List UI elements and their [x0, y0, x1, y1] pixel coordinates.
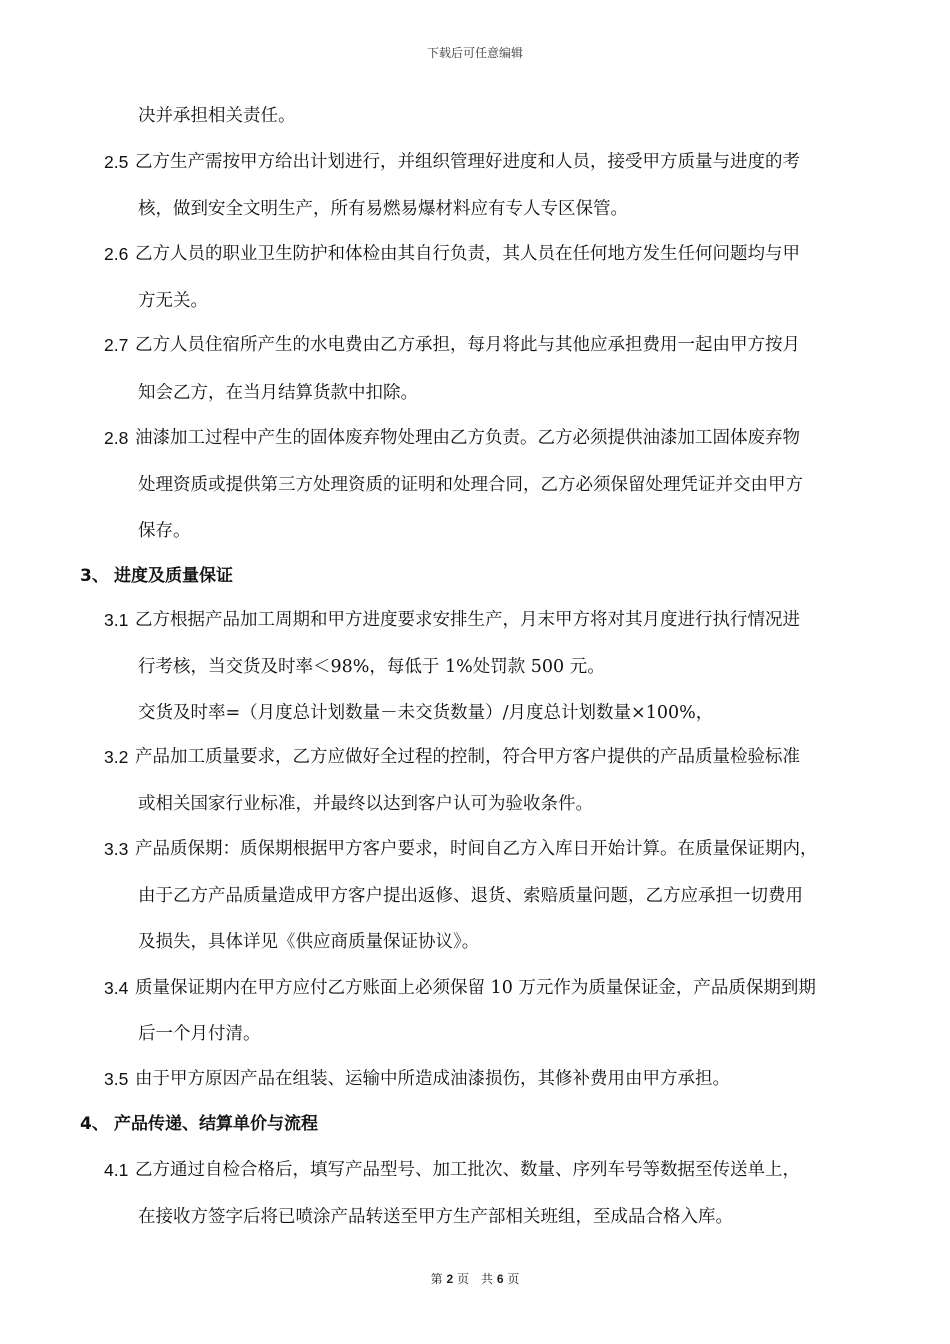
- clause-text: 质量保证期内在甲方应付乙方账面上必须保留 10 万元作为质量保证金，产品质保期到期: [135, 978, 816, 998]
- clause-number: 3.5: [104, 1069, 129, 1089]
- clause-number: 3.4: [104, 978, 129, 998]
- page-label-prefix: 第: [430, 1272, 443, 1286]
- clause-number: 2.5: [104, 152, 129, 172]
- clause-number: 4.1: [104, 1160, 129, 1180]
- clause-text: 由于甲方原因产品在组装、运输中所造成油漆损伤，其修补费用由甲方承担。: [135, 1069, 730, 1089]
- clause-text: 或相关国家行业标准，并最终以达到客户认可为验收条件。: [138, 794, 593, 814]
- clause-number: 2.6: [104, 244, 129, 264]
- page-label-middle: 页 共: [456, 1272, 493, 1286]
- clause-text: 行考核，当交货及时率＜98%，每低于 1%处罚款 500 元。: [138, 657, 605, 677]
- section-number: 3、: [80, 566, 109, 586]
- clause-text: 后一个月付清。: [138, 1024, 261, 1044]
- section-heading: 产品传递、结算单价与流程: [114, 1114, 318, 1134]
- clause-text: 乙方通过自检合格后，填写产品型号、加工批次、数量、序列车号等数据至传送单上，: [135, 1160, 800, 1180]
- clause-text: 方无关。: [138, 291, 208, 311]
- page-header: 下载后可任意编辑: [426, 46, 523, 60]
- clause-text: 产品质保期：质保期根据甲方客户要求，时间自乙方入库日开始计算。在质量保证期内，: [135, 839, 818, 859]
- page-footer: [0, 1270, 950, 1287]
- clause-text: 乙方生产需按甲方给出计划进行，并组织管理好进度和人员，接受甲方质量与进度的考: [135, 152, 800, 172]
- clause-text: 保存。: [138, 521, 191, 541]
- continued-text: 决并承担相关责任。: [138, 106, 296, 126]
- clause-text: 知会乙方，在当月结算货款中扣除。: [138, 383, 418, 403]
- clause-text: 油漆加工过程中产生的固体废弃物处理由乙方负责。乙方必须提供油漆加工固体废弃物: [135, 428, 800, 448]
- clause-text: 在接收方签字后将已喷涂产品转送至甲方生产部相关班组，至成品合格入库。: [138, 1207, 733, 1227]
- formula-text: 交货及时率=（月度总计划数量－未交货数量）/月度总计划数量×100%，: [138, 703, 714, 723]
- clause-number: 3.2: [104, 747, 129, 767]
- section-number: 4、: [80, 1114, 109, 1134]
- clause-text: 乙方根据产品加工周期和甲方进度要求安排生产，月末甲方将对其月度进行执行情况进: [135, 610, 800, 630]
- clause-number: 3.1: [104, 610, 129, 630]
- clause-text: 乙方人员的职业卫生防护和体检由其自行负责，其人员在任何地方发生任何问题均与甲: [135, 244, 800, 264]
- clause-text: 乙方人员住宿所产生的水电费由乙方承担，每月将此与其他应承担费用一起由甲方按月: [135, 335, 800, 355]
- clause-number: 2.8: [104, 428, 129, 448]
- section-heading: 进度及质量保证: [114, 566, 233, 586]
- clause-text: 产品加工质量要求，乙方应做好全过程的控制，符合甲方客户提供的产品质量检验标准: [135, 747, 800, 767]
- current-page-number: 2: [446, 1272, 454, 1286]
- total-page-number: 6: [496, 1272, 504, 1286]
- clause-number: 2.7: [104, 335, 129, 355]
- clause-text: 处理资质或提供第三方处理资质的证明和处理合同，乙方必须保留处理凭证并交由甲方: [138, 475, 803, 495]
- clause-text: 及损失，具体详见《供应商质量保证协议》。: [138, 932, 480, 952]
- clause-number: 3.3: [104, 839, 129, 859]
- clause-text: 核，做到安全文明生产，所有易燃易爆材料应有专人专区保管。: [138, 199, 628, 219]
- clause-text: 由于乙方产品质量造成甲方客户提出返修、退货、索赔质量问题，乙方应承担一切费用: [138, 886, 803, 906]
- page-label-suffix: 页: [507, 1272, 520, 1286]
